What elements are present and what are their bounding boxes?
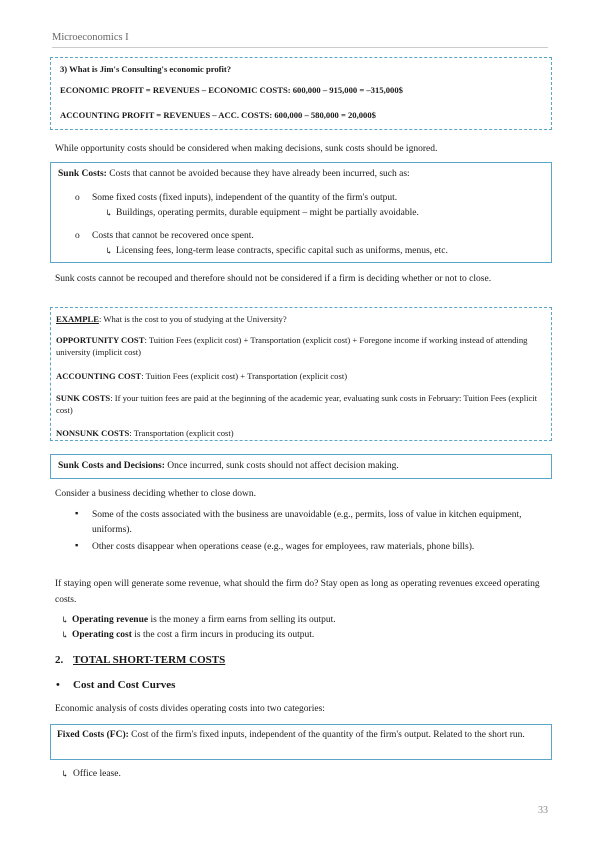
arrow-icon: ↳	[105, 246, 113, 256]
nonsunk-costs-label: NONSUNK COSTS	[56, 428, 130, 438]
economic-profit-line: ECONOMIC PROFIT = REVENUES – ECONOMIC COSTS: 600,000 – 915,000 = –315,000$	[60, 85, 403, 95]
fixed-costs-desc: Cost of the firm's fixed inputs, independent of the quantity of the firm's output. Related to the short run.	[128, 730, 525, 740]
business-bullet-2: Other costs disappear when operations cease (e.g., wages for employees, raw materials, phone bills).	[92, 542, 475, 552]
fixed-costs-term: Fixed Costs (FC):	[57, 730, 129, 740]
sunk-costs-label: SUNK COSTS	[56, 393, 111, 403]
sunk-bullet-2: Costs that cannot be recovered once spent.	[92, 231, 254, 241]
nonsunk-costs-text: : Transportation (explicit cost)	[129, 428, 234, 438]
sunk-costs-desc: Costs that cannot be avoided because they have already been incurred, such as:	[106, 169, 410, 179]
operating-revenue-desc: is the money a firm earns from selling its output.	[148, 615, 336, 625]
header-rule	[52, 47, 548, 48]
business-bullet-1: Some of the costs associated with the business are unavoidable (e.g., permits, loss of value in kitchen equipment, uniforms).	[92, 510, 522, 535]
office-lease-line: Office lease.	[73, 769, 121, 779]
accounting-profit-line: ACCOUNTING PROFIT = REVENUES – ACC. COSTS: 600,000 – 580,000 = 20,000$	[60, 110, 376, 120]
staying-paragraph: If staying open will generate some revenue, what should the firm do? Stay open as long as operating revenues exceed operating costs.	[55, 579, 540, 605]
example-sunk-costs	[56, 392, 548, 416]
sunk-bullet-1: Some fixed costs (fixed inputs), independent of the quantity of the firm's output.	[92, 193, 398, 203]
bullet-dot: •	[56, 679, 60, 691]
accounting-cost-text: : Tuition Fees (explicit cost) + Transportation (explicit cost)	[141, 371, 348, 381]
section-2-title: TOTAL SHORT-TERM COSTS	[73, 654, 226, 666]
economic-analysis-paragraph: Economic analysis of costs divides operating costs into two categories:	[55, 704, 325, 714]
page-number: 33	[538, 805, 548, 816]
operating-cost-line	[72, 629, 314, 642]
square-bullet: ▪	[75, 509, 79, 519]
operating-cost-term: Operating cost	[72, 630, 132, 640]
recoup-paragraph: Sunk costs cannot be recouped and therefore should not be considered if a firm is deciding whether or not to close.	[55, 274, 492, 284]
opportunity-cost-text: : Tuition Fees (explicit cost) + Transportation (explicit cost) + Foregone income if working instead of attending university (implicit cost)	[56, 335, 528, 357]
question-3-text: 3) What is Jim's Consulting's economic profit?	[60, 64, 232, 74]
arrow-icon: ↳	[61, 769, 69, 779]
arrow-icon: ↳	[105, 208, 113, 218]
fixed-costs-definition	[57, 729, 547, 742]
sunk-bullet-1-sub: Buildings, operating permits, durable equipment – might be partially avoidable.	[116, 208, 419, 218]
operating-revenue-line	[72, 614, 336, 627]
running-header: Microeconomics I	[52, 32, 129, 43]
sunk-costs-term: Sunk Costs:	[58, 169, 107, 179]
square-bullet: ▪	[75, 541, 79, 551]
decisions-title: Sunk Costs and Decisions:	[58, 461, 165, 471]
decisions-text	[58, 460, 399, 473]
operating-revenue-term: Operating revenue	[72, 615, 149, 625]
example-label: EXAMPLE	[56, 314, 99, 324]
operating-cost-desc: is the cost a firm incurs in producing its output.	[131, 630, 315, 640]
sunk-costs-text: : If your tuition fees are paid at the beginning of the academic year, evaluating sunk costs in February: Tuition Fees (explicit cost)	[56, 393, 538, 415]
sunk-costs-definition	[58, 168, 410, 181]
example-question	[56, 313, 287, 325]
example-nonsunk-costs	[56, 427, 234, 439]
example-opportunity-cost	[56, 334, 548, 358]
business-paragraph: Consider a business deciding whether to close down.	[55, 489, 257, 499]
opportunity-cost-label: OPPORTUNITY COST	[56, 335, 145, 345]
circle-bullet: o	[75, 193, 80, 203]
cost-curves-heading: Cost and Cost Curves	[73, 679, 176, 691]
arrow-icon: ↳	[61, 630, 69, 640]
arrow-icon: ↳	[61, 615, 69, 625]
section-2-number: 2.	[55, 654, 64, 666]
sunk-bullet-2-sub: Licensing fees, long-term lease contracts, specific capital such as uniforms, menus, etc.	[116, 246, 448, 256]
decisions-desc: Once incurred, sunk costs should not affect decision making.	[164, 461, 399, 471]
accounting-cost-label: ACCOUNTING COST	[56, 371, 142, 381]
circle-bullet: o	[75, 231, 80, 241]
opportunity-paragraph: While opportunity costs should be considered when making decisions, sunk costs should be ignored.	[55, 144, 438, 154]
example-accounting-cost	[56, 370, 347, 382]
example-question-text: : What is the cost to you of studying at the University?	[98, 314, 287, 324]
